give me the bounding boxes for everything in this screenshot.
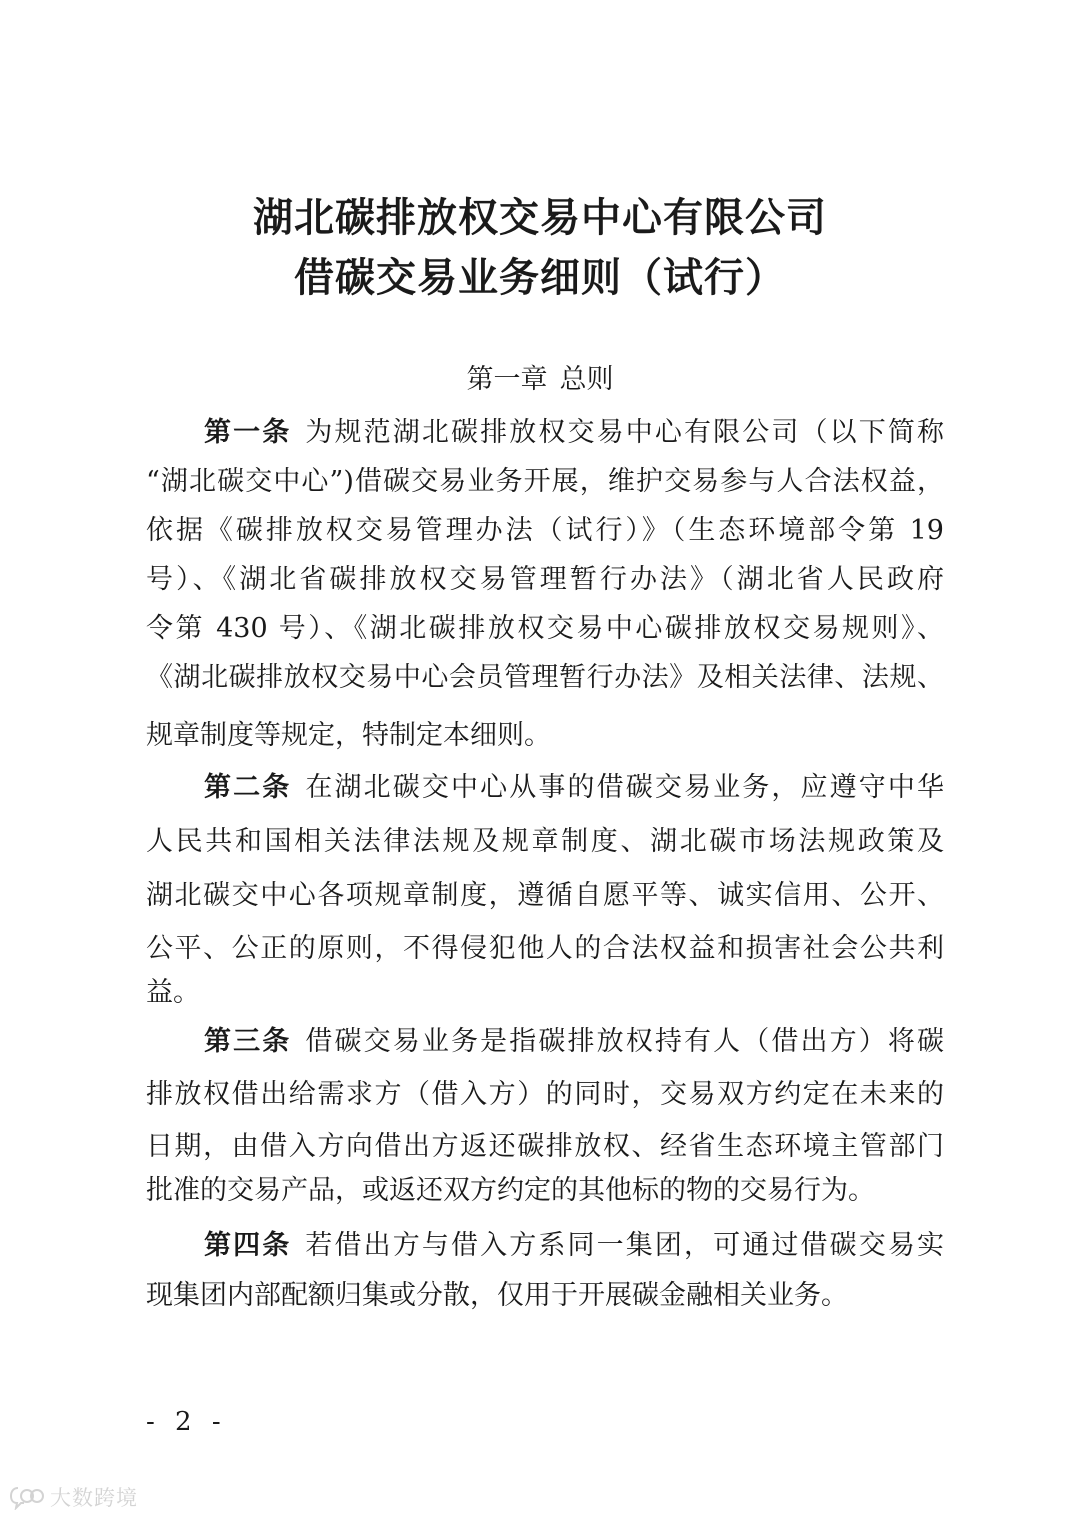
article-line: “湖北碳交中心”)借碳交易业务开展，维护交易参与人合法权益， [146, 466, 944, 497]
article-line [204, 413, 944, 453]
article-line [204, 768, 944, 808]
page-number: - 2 - [146, 1407, 227, 1437]
article-line: 批准的交易产品，或返还双方约定的其他标的物的交易行为。 [146, 1175, 875, 1206]
article-line: 规章制度等规定，特制定本细则。 [146, 720, 551, 751]
chat-bubble-logo-icon [10, 1484, 44, 1510]
article-line: 人民共和国相关法律法规及规章制度、湖北碳市场法规政策及 [146, 826, 944, 857]
article-line [204, 1022, 944, 1062]
article-line [204, 1226, 944, 1266]
article-term: 第一条 [204, 417, 292, 448]
article-term: 第三条 [204, 1026, 292, 1057]
article-line: 日期，由借入方向借出方返还碳排放权、经省生态环境主管部门 [146, 1131, 944, 1162]
article-term: 第二条 [204, 772, 292, 803]
article-text: 为规范湖北碳排放权交易中心有限公司（以下简称 [305, 417, 944, 448]
article-text: 若借出方与借入方系同一集团，可通过借碳交易实 [305, 1230, 944, 1261]
article-text: 借碳交易业务是指碳排放权持有人（借出方）将碳 [305, 1026, 944, 1057]
chapter-name: 总则 [559, 364, 614, 395]
article-line: 排放权借出给需求方（借入方）的同时，交易双方约定在未来的 [146, 1079, 944, 1110]
article-line: 令第 430 号）、《湖北碳排放权交易中心碳排放权交易规则》、 [146, 613, 944, 644]
article-line: 益。 [146, 977, 200, 1008]
watermark [10, 1480, 138, 1514]
article-line: 《湖北碳排放权交易中心会员管理暂行办法》及相关法律、法规、 [146, 662, 944, 693]
document-title-line1: 湖北碳排放权交易中心有限公司 [253, 195, 827, 241]
document-title-line2: 借碳交易业务细则（试行） [294, 255, 786, 301]
article-line: 公平、公正的原则，不得侵犯他人的合法权益和损害社会公共利 [146, 933, 944, 964]
article-line: 湖北碳交中心各项规章制度，遵循自愿平等、诚实信用、公开、 [146, 880, 944, 911]
article-line: 号）、《湖北省碳排放权交易管理暂行办法》（湖北省人民政府 [146, 564, 944, 595]
chapter-heading [140, 360, 940, 400]
article-line: 现集团内部配额归集或分散，仅用于开展碳金融相关业务。 [146, 1280, 848, 1311]
article-text: 在湖北碳交中心从事的借碳交易业务，应遵守中华 [305, 772, 944, 803]
chapter-number: 第一章 [466, 364, 548, 395]
article-line: 依据《碳排放权交易管理办法（试行）》（生态环境部令第 19 [146, 515, 944, 546]
article-term: 第四条 [204, 1230, 292, 1261]
watermark-text: 大数跨境 [50, 1486, 138, 1510]
